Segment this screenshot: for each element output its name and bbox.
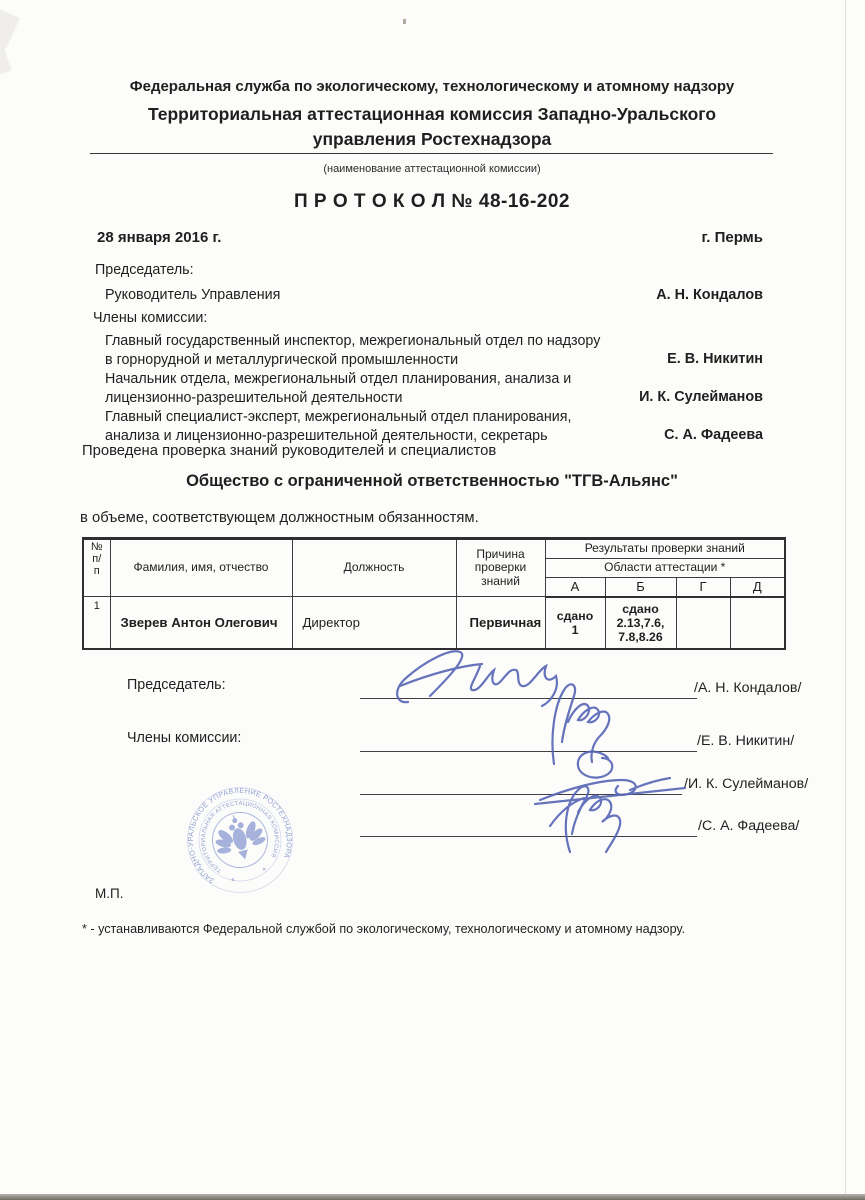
organization-name: Общество с ограниченной ответственностью "ТГВ-Альянс" bbox=[186, 472, 678, 490]
scan-edge-bottom bbox=[0, 1194, 865, 1200]
member-name: Е. В. Никитин bbox=[667, 351, 763, 367]
member-name: С. А. Фадеева bbox=[664, 427, 763, 443]
stamp-star-right: * bbox=[261, 865, 268, 876]
row-position: Директор bbox=[292, 597, 456, 649]
member-position: Начальник отдела, межрегиональный отдел планирования, анализа и лицензионно-разрешительной деятельности bbox=[105, 371, 572, 407]
stamp-inner-text: ТЕРРИТОРИАЛЬНАЯ АТТЕСТАЦИОННАЯ КОМИССИЯ bbox=[200, 800, 280, 874]
row-area-b: сдано 2.13,7.6, 7.8,8.26 bbox=[605, 597, 676, 649]
stamp-outer-text: ЗАПАДНО-УРАЛЬСКОЕ УПРАВЛЕНИЕ РОСТЕХНАДЗОРА bbox=[185, 785, 294, 886]
signature-name: /А. Н. Кондалов/ bbox=[694, 680, 802, 696]
col-header-results: Результаты проверки знаний bbox=[545, 539, 785, 559]
signature-members-label: Члены комиссии: bbox=[127, 730, 242, 746]
scan-smudge-left bbox=[0, 46, 12, 76]
signature-name: /С. А. Фадеева/ bbox=[698, 818, 800, 834]
commission-header: Территориальная аттестационная комиссия Западно-Уральского управления Ростехнадзора bbox=[147, 104, 717, 149]
row-name: Зверев Антон Олегович bbox=[110, 597, 292, 649]
member-name: И. К. Сулейманов bbox=[639, 389, 763, 405]
scan-smudge-top-left bbox=[0, 9, 20, 49]
col-header-area-b: Б bbox=[605, 578, 676, 597]
col-header-area-g: Г bbox=[676, 578, 730, 597]
commission-caption: (наименование аттестационной комиссии) bbox=[323, 163, 541, 175]
scan-edge-right bbox=[845, 0, 846, 1200]
scope-statement: в объеме, соответствующем должностным обязанностям. bbox=[80, 510, 479, 526]
footnote: * - устанавливаются Федеральной службой по экологическому, технологическому и атомному надзору. bbox=[82, 922, 685, 936]
chairman-label: Председатель: bbox=[95, 262, 194, 278]
round-stamp bbox=[160, 760, 319, 919]
member-position: Главный специалист-эксперт, межрегиональный отдел планирования, анализа и лицензионно-разрешительной деятельности, секретарь bbox=[105, 409, 572, 445]
commission-underline bbox=[90, 153, 773, 154]
check-statement: Проведена проверка знаний руководителей и специалистов bbox=[82, 443, 497, 459]
protocol-title: П Р О Т О К О Л № 48-16-202 bbox=[293, 191, 570, 212]
row-area-a: сдано 1 bbox=[545, 597, 605, 649]
col-header-name: Фамилия, имя, отчество bbox=[110, 539, 292, 597]
signatures-overlay bbox=[340, 630, 710, 860]
chairman-position: Руководитель Управления bbox=[105, 287, 281, 303]
row-num: 1 bbox=[83, 597, 110, 649]
col-header-area-d: Д bbox=[730, 578, 785, 597]
row-area-d bbox=[730, 597, 785, 649]
signature-stroke-kondalov bbox=[397, 651, 557, 706]
chairman-name: А. Н. Кондалов bbox=[656, 287, 763, 303]
members-label: Члены комиссии: bbox=[93, 310, 208, 326]
signature-name: /Е. В. Никитин/ bbox=[697, 733, 795, 749]
scan-speck bbox=[403, 19, 406, 24]
signature-name: /И. К. Сулейманов/ bbox=[684, 776, 809, 792]
signature-stroke-suleymanov bbox=[535, 752, 685, 804]
agency-header: Федеральная служба по экологическому, технологическому и атомному надзору bbox=[129, 78, 735, 95]
stamp-place-label: М.П. bbox=[95, 886, 124, 901]
member-position: Главный государственный инспектор, межрегиональный отдел по надзору в горнорудной и металлургической промышленности bbox=[105, 333, 601, 369]
row-reason: Первичная bbox=[456, 597, 545, 649]
col-header-reason: Причина проверки знаний bbox=[456, 539, 545, 597]
col-header-num: № п/ п bbox=[83, 539, 110, 597]
protocol-city: г. Пермь bbox=[701, 229, 763, 246]
col-header-position: Должность bbox=[292, 539, 456, 597]
col-header-areas: Области аттестации * bbox=[545, 559, 785, 578]
stamp-star-left: * bbox=[230, 875, 237, 887]
signature-chairman-label: Председатель: bbox=[127, 677, 226, 693]
col-header-area-a: А bbox=[545, 578, 605, 597]
protocol-date: 28 января 2016 г. bbox=[97, 229, 222, 246]
